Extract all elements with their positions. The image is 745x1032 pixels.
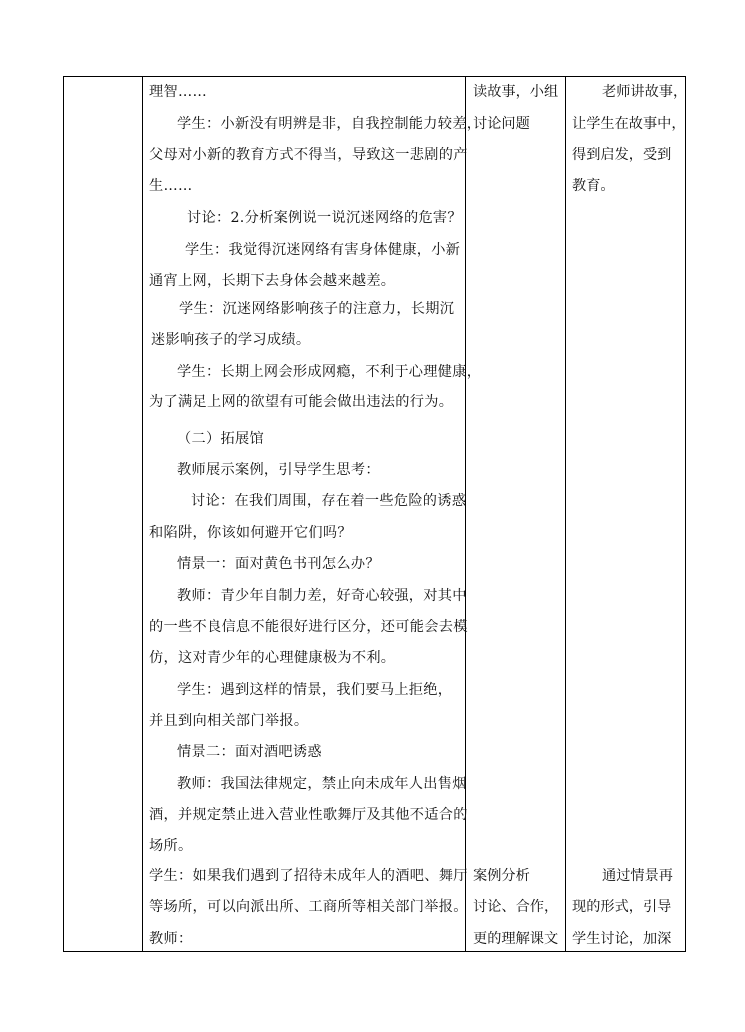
- main-text-line: 学生：小新没有明辨是非，自我控制能力较差，: [177, 116, 482, 132]
- main-text-line: 等场所，可以向派出所、工商所等相关部门举报。: [149, 899, 468, 915]
- main-text-line: 迷影响孩子的学习成绩。: [151, 332, 311, 348]
- main-text-line: 理智……: [149, 84, 207, 100]
- main-text-line: 生……: [149, 178, 193, 194]
- main-text-line: 讨论：在我们周围，存在着一些危险的诱惑: [191, 493, 467, 509]
- activity-text-line: 讨论、合作，: [473, 899, 559, 915]
- main-text-line: 学生：如果我们遇到了招待未成年人的酒吧、舞厅: [149, 868, 468, 884]
- main-text-line: 酒，并规定禁止进入营业性歌舞厅及其他不适合的: [149, 807, 468, 823]
- main-text-line: 教师：我国法律规定，禁止向未成年人出售烟: [177, 776, 467, 792]
- main-text-line: 学生：我觉得沉迷网络有害身体健康，小新: [185, 242, 461, 258]
- main-text-line: 场所。: [149, 838, 193, 854]
- main-text-line: 学生：长期上网会形成网瘾，不利于心理健康，: [177, 364, 482, 380]
- activity-text-line: 讨论问题: [473, 116, 530, 132]
- design-intent-cell: [566, 77, 686, 952]
- main-text-line: 仿，这对青少年的心理健康极为不利。: [149, 650, 396, 666]
- main-text-line: 教师：: [149, 931, 193, 947]
- intent-text-line: 得到启发，受到: [572, 147, 672, 163]
- main-text-line: 的一些不良信息不能很好进行区分，还可能会去模: [149, 619, 468, 635]
- main-text-line: 父母对小新的教育方式不得当，导致这一悲剧的产: [149, 147, 468, 163]
- main-text-line: 学生：沉迷网络影响孩子的注意力，长期沉: [179, 301, 455, 317]
- activity-cell: [466, 77, 566, 952]
- main-text-line: 并且到向相关部门举报。: [149, 713, 309, 729]
- main-text-line: 通宵上网，长期下去身体会越来越差。: [149, 273, 396, 289]
- activity-text-line: 读故事，小组: [473, 84, 559, 100]
- main-text-line: 为了满足上网的欲望有可能会做出违法的行为。: [149, 394, 454, 410]
- intent-text-line: 老师讲故事，: [602, 84, 688, 100]
- intent-text-line: 教育。: [572, 178, 615, 194]
- main-text-line: 情景二：面对酒吧诱惑: [177, 744, 322, 760]
- main-text-line: 和陷阱，你该如何避开它们吗？: [149, 525, 352, 541]
- main-text-line: 情景一：面对黄色书刊怎么办？: [177, 556, 380, 572]
- intent-text-line: 通过情景再: [602, 868, 673, 884]
- main-text-line: 学生：遇到这样的情景，我们要马上拒绝，: [177, 682, 453, 698]
- main-text-line: 教师展示案例，引导学生思考：: [177, 462, 380, 478]
- blank-column-cell: [64, 77, 143, 952]
- activity-text-line: 案例分析: [473, 868, 530, 884]
- lesson-table: [63, 76, 686, 952]
- intent-text-line: 让学生在故事中，: [572, 116, 686, 132]
- intent-text-line: 学生讨论，加深: [572, 931, 672, 947]
- main-content-cell: [143, 77, 482, 952]
- table-row: [64, 77, 686, 952]
- section-heading: （二）拓展馆: [177, 431, 264, 447]
- main-text-line: 讨论：2.分析案例说一说沉迷网络的危害？: [187, 210, 462, 226]
- intent-text-line: 现的形式，引导: [572, 899, 672, 915]
- main-text-line: 教师：青少年自制力差，好奇心较强，对其中: [177, 588, 467, 604]
- activity-text-line: 更的理解课文: [473, 931, 559, 947]
